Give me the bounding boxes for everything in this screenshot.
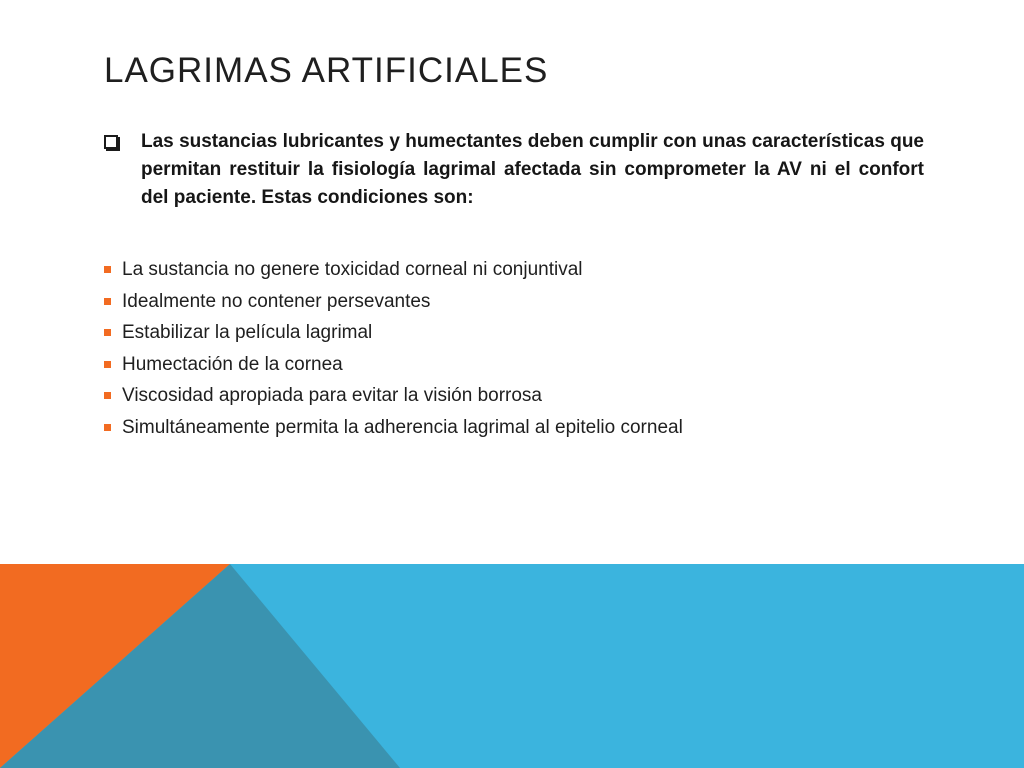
bullet-item	[104, 286, 924, 318]
checkbox-icon	[104, 135, 118, 149]
bullet-text: Humectación de la cornea	[122, 353, 343, 375]
bullet-list	[104, 254, 924, 443]
bullet-text: La sustancia no genere toxicidad corneal ni conjuntival	[122, 259, 583, 280]
square-bullet-icon	[104, 329, 111, 336]
decorative-footer-band	[0, 564, 1024, 768]
bullet-item	[104, 412, 924, 444]
intro-paragraph	[104, 128, 924, 212]
square-bullet-icon	[104, 298, 111, 305]
intro-text: Las sustancias lubricantes y humectantes deben cumplir con unas características que permitan restituir la fisiología lagrimal afectada sin comprometer la AV ni el confort del paciente. Estas condiciones son:	[141, 131, 924, 208]
bullet-text: Estabilizar la película lagrimal	[122, 322, 373, 343]
slide-title: LAGRIMAS ARTIFICIALES	[104, 51, 549, 90]
bullet-item	[104, 254, 924, 286]
square-bullet-icon	[104, 392, 111, 399]
bullet-text: Simultáneamente permita la adherencia lagrimal al epitelio corneal	[122, 416, 683, 438]
bullet-item	[104, 349, 924, 381]
square-bullet-icon	[104, 361, 111, 368]
square-bullet-icon	[104, 424, 111, 431]
bullet-item	[104, 317, 924, 349]
bullet-item	[104, 380, 924, 412]
square-bullet-icon	[104, 266, 111, 273]
bullet-text: Viscosidad apropiada para evitar la visión borrosa	[122, 385, 543, 406]
bullet-text: Idealmente no contener persevantes	[122, 290, 431, 312]
